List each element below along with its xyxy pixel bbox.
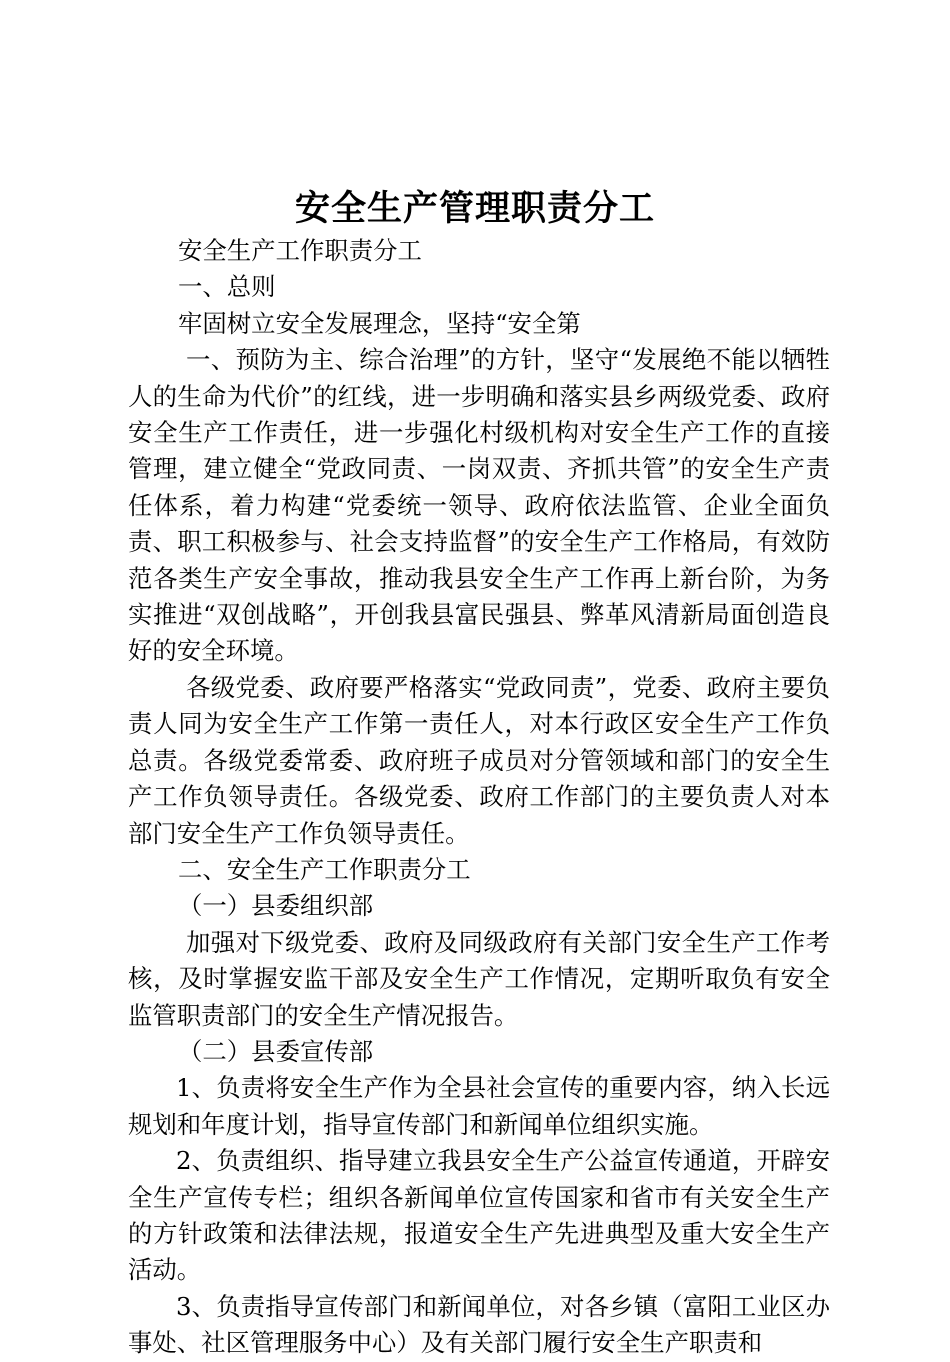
paragraph-policy: 一、预防为主、综合治理”的方针，坚守“发展绝不能以牺牲人的生命为代价”的红线，进一步明确和落实县乡两级党委、政府安全生产工作责任，进一步强化村级机构对安全生产工作的直接管理，建立健全“党政同责、一岗双责、齐抓共管”的安全生产责任体系，着力构建“党委统一领导、政府依法监管、企业全面负责、职工积极参与、社会支持监督”的安全生产工作格局，有效防范各类生产安全事故，推动我县安全生产工作再上新台阶，为务实推进“双创战略”，开创我县富民强县、弊革风清新局面创造良好的安全环境。 <box>128 345 830 666</box>
paragraph-propaganda-duty-1: 1、负责将安全生产作为全县社会宣传的重要内容，纳入长远规划和年度计划，指导宣传部门和新闻单位组织实施。 <box>128 1073 830 1139</box>
paragraph-section-division: 二、安全生产工作职责分工 <box>178 854 471 884</box>
paragraph-philosophy: 牢固树立安全发展理念，坚持“安全第 <box>178 308 581 338</box>
paragraph-org-department: （一）县委组织部 <box>178 891 374 921</box>
paragraph-section-general: 一、总则 <box>178 272 276 302</box>
paragraph-propaganda-duty-2: 2、负责组织、指导建立我县安全生产公益宣传通道，开辟安全生产宣传专栏；组织各新闻单位宣传国家和省市有关安全生产的方针政策和法律法规，报道安全生产先进典型及重大安全生产活动。 <box>128 1146 830 1285</box>
paragraph-subtitle: 安全生产工作职责分工 <box>178 236 422 265</box>
paragraph-propaganda-duty-3: 3、负责指导宣传部门和新闻单位，对各乡镇（富阳工业区办事处、社区管理服务中心）及有关部门履行安全生产职责和 <box>128 1291 830 1358</box>
paragraph-responsibility: 各级党委、政府要严格落实“党政同责”，党委、政府主要负责人同为安全生产工作第一责任人，对本行政区安全生产工作负总责。各级党委常委、政府班子成员对分管领域和部门的安全生产工作负领导责任。各级党委、政府工作部门的主要负责人对本部门安全生产工作负领导责任。 <box>128 672 830 848</box>
document-body <box>128 233 830 1362</box>
document-title: 安全生产管理职责分工 <box>294 188 655 229</box>
paragraph-propaganda-department: （二）县委宣传部 <box>178 1036 374 1066</box>
paragraph-org-duty: 加强对下级党委、政府及同级政府有关部门安全生产工作考核，及时掌握安监干部及安全生产工作情况，定期听取负有安全监管职责部门的安全生产情况报告。 <box>128 927 830 1030</box>
